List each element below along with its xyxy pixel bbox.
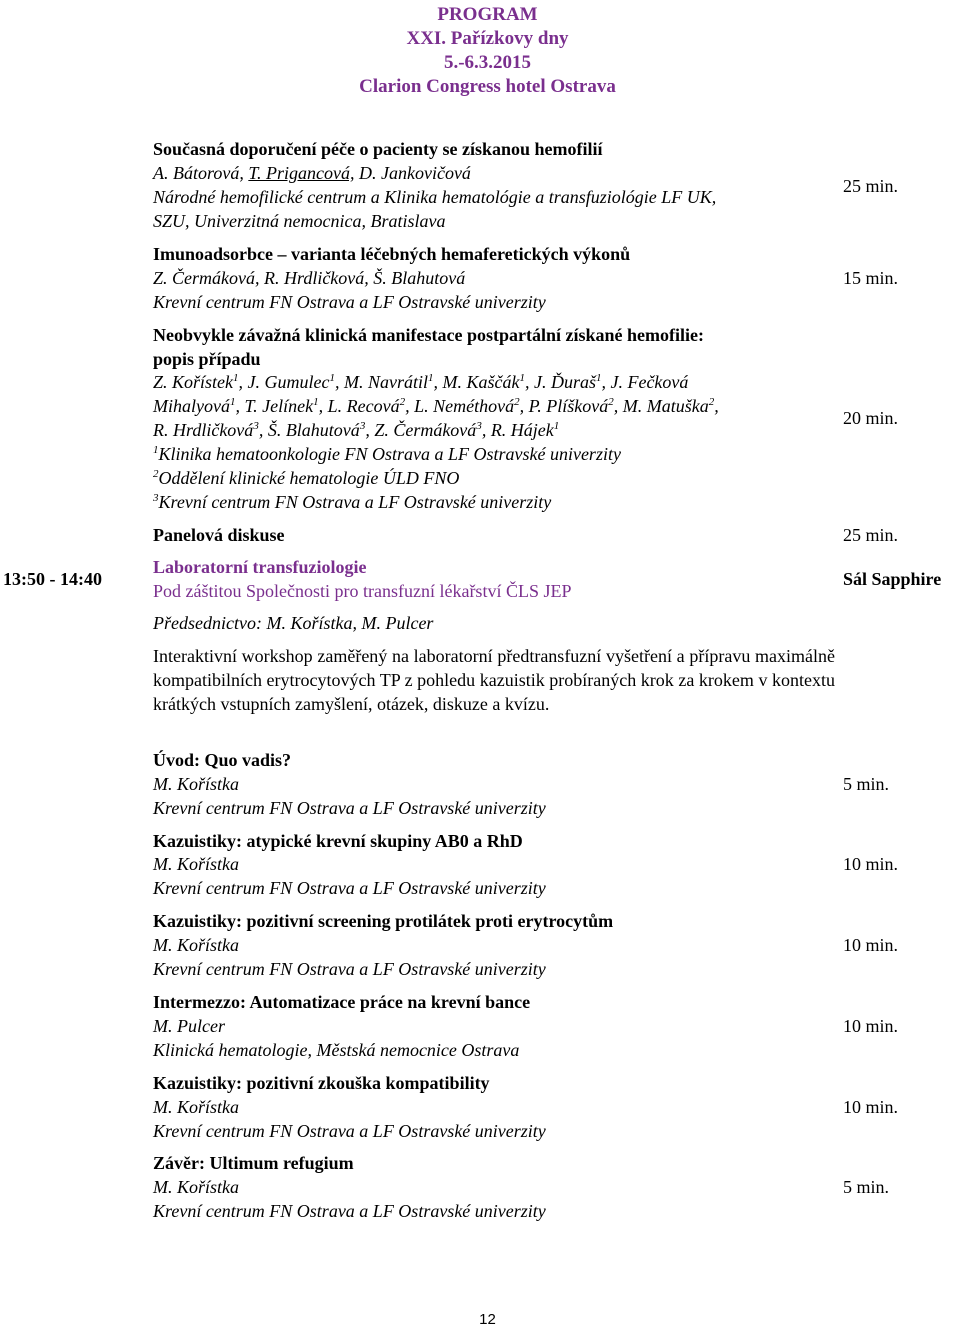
talk-duration: 10 min. [843,935,899,955]
session-subtitle: Pod záštitou Společnosti pro transfuzní lékařství ČLS JEP [153,581,572,601]
talk-duration: 10 min. [843,1097,899,1117]
talk-affiliation: Krevní centrum FN Ostrava a LF Ostravské univerzity [153,1121,546,1141]
talk-affiliation: Národné hemofilické centrum a Klinika hematológie a transfuziológie LF UK, [153,187,717,207]
author-text: A. Bátorová, [153,163,249,183]
talk-authors: R. Hrdličková$^3$, Š. Blahutová$^3$, Z. Čermáková$^3$, R. Hájek$^1$ [153,420,560,440]
talk-title: Neobvykle závažná klinická manifestace postpartální získané hemofilie: [153,325,704,345]
session-description: Interaktivní workshop zaměřený na laboratorní předtransfuzní vyšetření a přípravu maximálně kompatibilních erytrocytových TP z pohledu kazuistik probíraných krok za krokem v kontextu krátkých vstupních zamyšlení, otázek, diskuze a kvízu. [153,646,835,714]
talk-duration: 5 min. [843,774,890,794]
talk-title: Panelová diskuse [153,525,285,545]
talk-authors: Z. Kořístek$^1$, J. Gumulec$^1$, M. Navrátil$^1$, M. Kaščák$^1$, J. Ďuraš$^1$, J. Fečková [153,372,689,392]
talk-title: Intermezzo: Automatizace práce na krevní bance [153,992,531,1012]
talk-duration: 10 min. [843,854,899,874]
talk-duration: 15 min. [843,268,899,288]
talk-duration: 10 min. [843,1016,899,1036]
talk-affiliation: Krevní centrum FN Ostrava a LF Ostravské univerzity [153,292,546,312]
talk-title: Úvod: Quo vadis? [153,750,292,770]
talk-authors [153,161,471,185]
talk-title: Kazuistiky: pozitivní zkouška kompatibility [153,1073,490,1093]
talk-title: Imunoadsorbce – varianta léčebných hemaferetických výkonů [153,244,631,264]
talk-authors: M. Kořístka [153,774,240,794]
session-title: Laboratorní transfuziologie [153,557,367,577]
header-venue: Clarion Congress hotel Ostrava [359,76,616,97]
program-header [0,3,960,99]
talk-authors: M. Kořístka [153,1097,240,1117]
talk-title: Kazuistiky: pozitivní screening protilátek proti erytrocytům [153,911,614,931]
talk-affiliation: Krevní centrum FN Ostrava a LF Ostravské univerzity [153,1201,546,1221]
talk-affiliation: Krevní centrum FN Ostrava a LF Ostravské univerzity [153,798,546,818]
talk-duration: 25 min. [843,176,899,196]
talk-affiliation: SZU, Univerzitná nemocnica, Bratislava [153,211,446,231]
talk-authors: M. Kořístka [153,935,240,955]
talk-affiliation: $^2$Oddělení klinické hematologie ÚLD FNO [153,468,460,488]
talk-duration: 5 min. [843,1177,890,1197]
session-chairs: Předsednictvo: M. Kořístka, M. Pulcer [153,613,434,633]
talk-affiliation: $^1$Klinika hematoonkologie FN Ostrava a LF Ostravské univerzity [153,444,621,464]
author-text-underlined: T. Prigancová, [248,163,355,183]
talk-affiliation: $^3$Krevní centrum FN Ostrava a LF Ostravské univerzity [153,492,552,512]
session-room: Sál Sapphire [843,569,942,589]
header-dates: 5.-6.3.2015 [443,52,532,73]
talk-duration: 20 min. [843,408,899,428]
talk-affiliation: Krevní centrum FN Ostrava a LF Ostravské univerzity [153,959,546,979]
talk-title: Závěr: Ultimum refugium [153,1153,354,1173]
talk-authors: Z. Čermáková, R. Hrdličková, Š. Blahutová [153,268,466,288]
talk-authors: M. Kořístka [153,1177,240,1197]
header-event-name: XXI. Pařízkovy dny [406,28,569,49]
talk-duration: 25 min. [843,525,899,545]
talk-authors: Mihalyová$^1$, T. Jelínek$^1$, L. Recová$^2$, L. Neméthová$^2$, P. Plíšková$^2$, M. Matuška$^2$, [153,396,719,416]
talk-title: Kazuistiky: atypické krevní skupiny AB0 a RhD [153,831,523,851]
header-program: PROGRAM [437,4,538,25]
talk-authors: M. Pulcer [153,1016,225,1036]
page-number: 12 [479,1311,496,1328]
talk-title: popis případu [153,349,261,369]
talk-title: Současná doporučení péče o pacienty se získanou hemofilií [153,139,603,159]
talk-authors: M. Kořístka [153,854,240,874]
talk-affiliation: Krevní centrum FN Ostrava a LF Ostravské univerzity [153,878,546,898]
session-time-range: 13:50 - 14:40 [3,569,102,589]
talk-affiliation: Klinická hematologie, Městská nemocnice Ostrava [153,1040,520,1060]
author-text: D. Jankovičová [354,163,471,183]
